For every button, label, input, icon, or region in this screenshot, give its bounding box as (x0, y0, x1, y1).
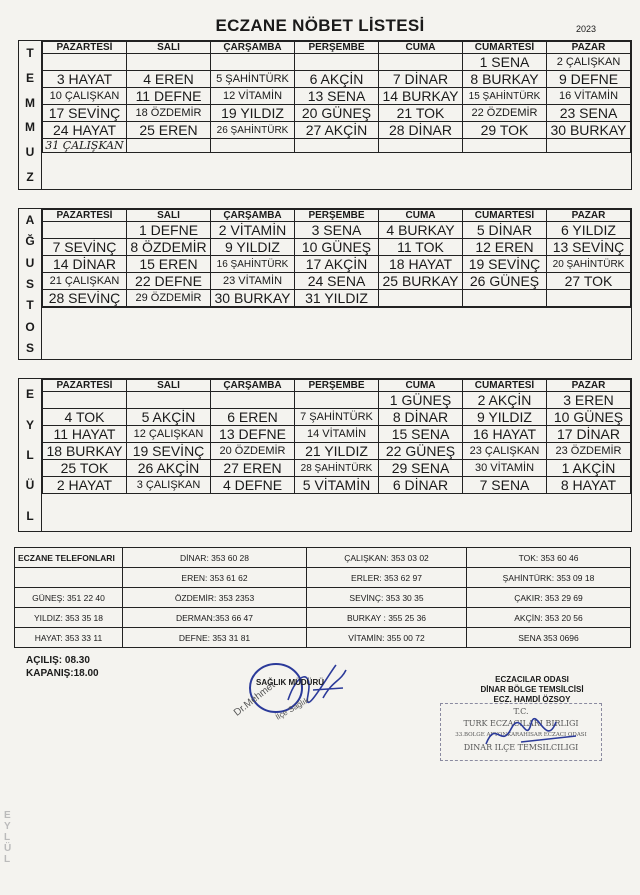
duty-cell (127, 139, 211, 153)
month-august (18, 208, 632, 360)
phone-entry: GÜNEŞ: 351 22 40 (15, 588, 123, 608)
duty-cell: 1 AKÇİN (547, 460, 631, 477)
duty-cell: 16 VİTAMİN (547, 88, 631, 105)
duty-cell: 17 AKÇİN (295, 256, 379, 273)
day-header: PAZAR (547, 42, 631, 54)
duty-cell (463, 307, 547, 308)
phone-entry: ÖZDEMİR: 353 2353 (123, 588, 307, 608)
duty-cell (547, 290, 631, 307)
duty-cell: 26 ŞAHİNTÜRK (211, 122, 295, 139)
duty-cell: 29 ÖZDEMİR (127, 290, 211, 307)
duty-cell: 15 SENA (379, 426, 463, 443)
week-row (43, 443, 631, 460)
week-row (43, 122, 631, 139)
month-letter: M (25, 95, 35, 110)
duty-cell: 20 ŞAHİNTÜRK (547, 256, 631, 273)
phone-entry: ŞAHİNTÜRK: 353 09 18 (467, 568, 631, 588)
duty-cell: 15 ŞAHİNTÜRK (463, 88, 547, 105)
duty-cell: 14 DİNAR (43, 256, 127, 273)
week-row (43, 392, 631, 409)
phone-entry: VİTAMİN: 355 00 72 (307, 628, 467, 648)
official-seal (440, 703, 602, 761)
month-letter: Z (26, 169, 34, 184)
month-letter: T (26, 46, 34, 61)
week-row (43, 88, 631, 105)
week-row (43, 239, 631, 256)
page-title: ECZANE NÖBET LİSTESİ (215, 16, 425, 35)
month-july (18, 40, 632, 190)
month-letter: A (25, 212, 35, 227)
calendar-table (42, 379, 631, 494)
day-header: CUMA (379, 42, 463, 54)
week-row (43, 426, 631, 443)
phone-row (15, 568, 631, 588)
week-row (43, 139, 631, 153)
duty-cell: 11 HAYAT (43, 426, 127, 443)
day-header: CUMARTESİ (463, 210, 547, 222)
pharmacist-chamber-block (452, 675, 612, 705)
duty-cell: 18 ÖZDEMİR (127, 105, 211, 122)
month-letter: U (25, 255, 35, 270)
duty-cell: 6 AKÇİN (295, 71, 379, 88)
duty-cell (379, 290, 463, 307)
duty-cell (547, 139, 631, 153)
signature-scribble-icon (228, 660, 358, 730)
duty-cell: 26 GÜNEŞ (463, 273, 547, 290)
week-row (43, 409, 631, 426)
month-name-vertical (19, 379, 42, 531)
duty-cell: 25 BURKAY (379, 273, 463, 290)
phone-row (15, 608, 631, 628)
pharmacy-phone-table (14, 547, 631, 648)
duty-cell: 23 ÖZDEMİR (547, 443, 631, 460)
duty-cell: 2 AKÇİN (463, 392, 547, 409)
day-header: PERŞEMBE (295, 380, 379, 392)
duty-cell: 30 BURKAY (547, 122, 631, 139)
day-header-row (43, 42, 631, 54)
duty-cell: 9 DEFNE (547, 71, 631, 88)
week-row (43, 256, 631, 273)
duty-cell: 19 SEVİNÇ (463, 256, 547, 273)
duty-cell: 27 AKÇİN (295, 122, 379, 139)
duty-cell: 29 SENA (379, 460, 463, 477)
duty-cell: 17 DİNAR (547, 426, 631, 443)
duty-cell: 31 ÇALIŞKAN (43, 139, 127, 153)
duty-cell: 4 BURKAY (379, 222, 463, 239)
month-letter: E (25, 387, 34, 402)
duty-cell: 18 HAYAT (379, 256, 463, 273)
week-row (43, 71, 631, 88)
week-row (43, 54, 631, 71)
chamber-line-1: ECZACILAR ODASI (495, 675, 569, 684)
duty-cell: 17 SEVİNÇ (43, 105, 127, 122)
phone-entry: AKÇİN: 353 20 56 (467, 608, 631, 628)
duty-cell: 1 SENA (463, 54, 547, 71)
duty-cell: 13 DEFNE (211, 426, 295, 443)
phone-entry: SEVİNÇ: 353 30 35 (307, 588, 467, 608)
duty-cell: 28 SEVİNÇ (43, 290, 127, 307)
duty-cell: 23 ÇALIŞKAN (463, 443, 547, 460)
duty-cell: 25 TOK (43, 460, 127, 477)
duty-cell: 5 AKÇİN (127, 409, 211, 426)
duty-cell (379, 307, 463, 308)
duty-cell: 22 GÜNEŞ (379, 443, 463, 460)
duty-cell: 6 EREN (211, 409, 295, 426)
duty-cell: 4 DEFNE (211, 477, 295, 494)
phone-row (15, 628, 631, 648)
duty-cell: 19 SEVİNÇ (127, 443, 211, 460)
calendar-table (42, 209, 631, 308)
day-header-row (43, 210, 631, 222)
day-header: PERŞEMBE (295, 42, 379, 54)
duty-cell: 29 TOK (463, 122, 547, 139)
day-header: CUMA (379, 380, 463, 392)
duty-cell: 26 AKÇİN (127, 460, 211, 477)
phone-entry: ECZANE TELEFONLARI (15, 548, 123, 568)
opening-hours (26, 654, 99, 680)
month-letter: T (26, 298, 34, 313)
duty-cell: 2 ÇALIŞKAN (547, 54, 631, 71)
duty-cell: 21 TOK (379, 105, 463, 122)
duty-cell: 7 SENA (463, 477, 547, 494)
year-label: 2023 (576, 24, 597, 34)
duty-cell: 3 SENA (295, 222, 379, 239)
duty-cell: 2 HAYAT (43, 477, 127, 494)
seal-line-3: 33.BÖLGE AFYONKARAHİSAR ECZACI ODASI (455, 732, 587, 738)
duty-cell: 3 HAYAT (43, 71, 127, 88)
duty-cell: 28 DİNAR (379, 122, 463, 139)
duty-cell: 19 YILDIZ (211, 105, 295, 122)
month-letter: Ğ (25, 234, 35, 249)
duty-cell: 7 SEVİNÇ (43, 239, 127, 256)
duty-cell (547, 307, 631, 308)
month-name-vertical (19, 209, 42, 359)
phone-entry: DİNAR: 353 60 28 (123, 548, 307, 568)
phone-row (15, 548, 631, 568)
week-row (43, 460, 631, 477)
week-row (43, 273, 631, 290)
phone-entry: YILDIZ: 353 35 18 (15, 608, 123, 628)
phone-row (15, 588, 631, 608)
month-letter: E (25, 70, 34, 85)
duty-cell: 22 ÖZDEMİR (463, 105, 547, 122)
day-header: SALI (127, 210, 211, 222)
duty-cell: 20 GÜNEŞ (295, 105, 379, 122)
day-header: CUMARTESİ (463, 42, 547, 54)
duty-cell (295, 392, 379, 409)
duty-cell (127, 54, 211, 71)
duty-cell (379, 54, 463, 71)
duty-cell: 10 ÇALIŞKAN (43, 88, 127, 105)
week-row (43, 222, 631, 239)
phone-entry: ÇAKIR: 353 29 69 (467, 588, 631, 608)
duty-cell (43, 54, 127, 71)
phone-entry: TOK: 353 60 46 (467, 548, 631, 568)
duty-cell: 31 YILDIZ (295, 290, 379, 307)
calendar-table (42, 41, 631, 153)
seal-line-1: T.C. (513, 707, 529, 716)
phone-entry: SENA 353 0696 (467, 628, 631, 648)
duty-cell: 4 EREN (127, 71, 211, 88)
phone-entry: DERMAN:353 66 47 (123, 608, 307, 628)
duty-cell: 1 DEFNE (127, 222, 211, 239)
seal-line-4: DİNAR İLÇE TEMSİLCİLİĞİ (463, 743, 579, 752)
phone-entry: HAYAT: 353 33 11 (15, 628, 123, 648)
duty-cell: 3 ÇALIŞKAN (127, 477, 211, 494)
duty-cell: 12 ÇALIŞKAN (127, 426, 211, 443)
duty-cell (463, 290, 547, 307)
duty-cell: 25 EREN (127, 122, 211, 139)
seal-line-2: TÜRK ECZACILARI BİRLİĞİ (463, 719, 579, 728)
duty-cell: 10 GÜNEŞ (295, 239, 379, 256)
duty-cell: 9 YILDIZ (211, 239, 295, 256)
day-header: CUMA (379, 210, 463, 222)
day-header: CUMARTESİ (463, 380, 547, 392)
stamp-title: SAĞLIK MÜDÜRÜ (256, 678, 324, 687)
duty-cell: 5 VİTAMİN (295, 477, 379, 494)
day-header: PAZARTESİ (43, 42, 127, 54)
duty-cell: 1 GÜNEŞ (379, 392, 463, 409)
day-header: ÇARŞAMBA (211, 210, 295, 222)
duty-cell: 3 EREN (547, 392, 631, 409)
duty-cell: 5 ŞAHİNTÜRK (211, 71, 295, 88)
phone-entry (15, 568, 123, 588)
duty-cell (43, 222, 127, 239)
phone-entry: EREN: 353 61 62 (123, 568, 307, 588)
duty-cell (295, 139, 379, 153)
day-header: PAZAR (547, 380, 631, 392)
week-row (43, 307, 631, 308)
duty-cell: 2 VİTAMİN (211, 222, 295, 239)
week-row (43, 477, 631, 494)
duty-cell: 13 SENA (295, 88, 379, 105)
duty-cell: 20 ÖZDEMİR (211, 443, 295, 460)
phone-entry: BURKAY : 355 25 36 (307, 608, 467, 628)
duty-cell (463, 139, 547, 153)
duty-cell (295, 54, 379, 71)
month-letter: S (25, 276, 34, 291)
duty-cell: 15 EREN (127, 256, 211, 273)
month-september (18, 378, 632, 532)
duty-cell: 7 ŞAHİNTÜRK (295, 409, 379, 426)
duty-cell: 8 HAYAT (547, 477, 631, 494)
duty-cell: 22 DEFNE (127, 273, 211, 290)
duty-cell (211, 392, 295, 409)
day-header: ÇARŞAMBA (211, 380, 295, 392)
duty-cell: 12 EREN (463, 239, 547, 256)
duty-cell (295, 307, 379, 308)
stamp-sub: İlçe Sağlık (274, 695, 311, 722)
opening-time: AÇILIŞ: 08.30 (26, 655, 90, 666)
stamp-name: Dr.Mehmet (232, 679, 278, 719)
duty-cell (127, 392, 211, 409)
day-header: ÇARŞAMBA (211, 42, 295, 54)
duty-cell: 24 HAYAT (43, 122, 127, 139)
closing-time: KAPANIŞ:18.00 (26, 668, 99, 679)
month-letter: M (25, 120, 35, 135)
duty-cell: 13 SEVİNÇ (547, 239, 631, 256)
month-letter: Y (25, 417, 34, 432)
day-header: PAZARTESİ (43, 380, 127, 392)
signature-scribble-icon (481, 714, 581, 754)
duty-cell: 4 TOK (43, 409, 127, 426)
duty-cell: 30 BURKAY (211, 290, 295, 307)
duty-cell (379, 139, 463, 153)
phone-entry: ERLER: 353 62 97 (307, 568, 467, 588)
month-letter: Ü (25, 478, 35, 493)
health-director-stamp (228, 660, 358, 735)
duty-cell (43, 307, 127, 308)
duty-cell (211, 139, 295, 153)
duty-cell (211, 54, 295, 71)
duty-cell: 30 VİTAMİN (463, 460, 547, 477)
duty-cell: 6 YILDIZ (547, 222, 631, 239)
duty-cell (127, 307, 211, 308)
day-header-row (43, 380, 631, 392)
phone-entry: DEFNE: 353 31 81 (123, 628, 307, 648)
duty-cell: 8 BURKAY (463, 71, 547, 88)
duty-cell: 21 ÇALIŞKAN (43, 273, 127, 290)
duty-cell: 8 ÖZDEMİR (127, 239, 211, 256)
duty-cell: 14 BURKAY (379, 88, 463, 105)
month-letter: O (25, 319, 35, 334)
month-letter: L (26, 447, 34, 462)
duty-cell: 27 TOK (547, 273, 631, 290)
week-row (43, 105, 631, 122)
month-letter: U (25, 144, 35, 159)
duty-cell: 11 TOK (379, 239, 463, 256)
duty-cell: 5 DİNAR (463, 222, 547, 239)
marginal-letters: E Y L Ü L (4, 810, 12, 865)
month-letter: L (26, 508, 34, 523)
duty-cell: 28 ŞAHİNTÜRK (295, 460, 379, 477)
day-header: PAZAR (547, 210, 631, 222)
month-name-vertical (19, 41, 42, 189)
chamber-line-2: DİNAR BÖLGE TEMSİLCİSİ (480, 685, 584, 694)
duty-cell: 8 DİNAR (379, 409, 463, 426)
duty-cell (211, 307, 295, 308)
duty-cell: 6 DİNAR (379, 477, 463, 494)
duty-cell: 24 SENA (295, 273, 379, 290)
duty-cell: 9 YILDIZ (463, 409, 547, 426)
day-header: SALI (127, 42, 211, 54)
chamber-line-3: ECZ. HAMDİ ÖZSOY (493, 695, 571, 704)
duty-cell: 11 DEFNE (127, 88, 211, 105)
duty-cell: 10 GÜNEŞ (547, 409, 631, 426)
day-header: SALI (127, 380, 211, 392)
duty-cell: 23 VİTAMİN (211, 273, 295, 290)
duty-cell (43, 392, 127, 409)
duty-cell: 12 VİTAMİN (211, 88, 295, 105)
duty-cell: 21 YILDIZ (295, 443, 379, 460)
day-header: PERŞEMBE (295, 210, 379, 222)
duty-cell: 23 SENA (547, 105, 631, 122)
phone-entry: ÇALIŞKAN: 353 03 02 (307, 548, 467, 568)
week-row (43, 290, 631, 307)
day-header: PAZARTESİ (43, 210, 127, 222)
duty-cell: 27 EREN (211, 460, 295, 477)
month-letter: S (25, 341, 34, 356)
duty-cell: 16 HAYAT (463, 426, 547, 443)
duty-cell: 14 VİTAMİN (295, 426, 379, 443)
duty-cell: 18 BURKAY (43, 443, 127, 460)
duty-cell: 16 ŞAHİNTÜRK (211, 256, 295, 273)
duty-cell: 7 DİNAR (379, 71, 463, 88)
